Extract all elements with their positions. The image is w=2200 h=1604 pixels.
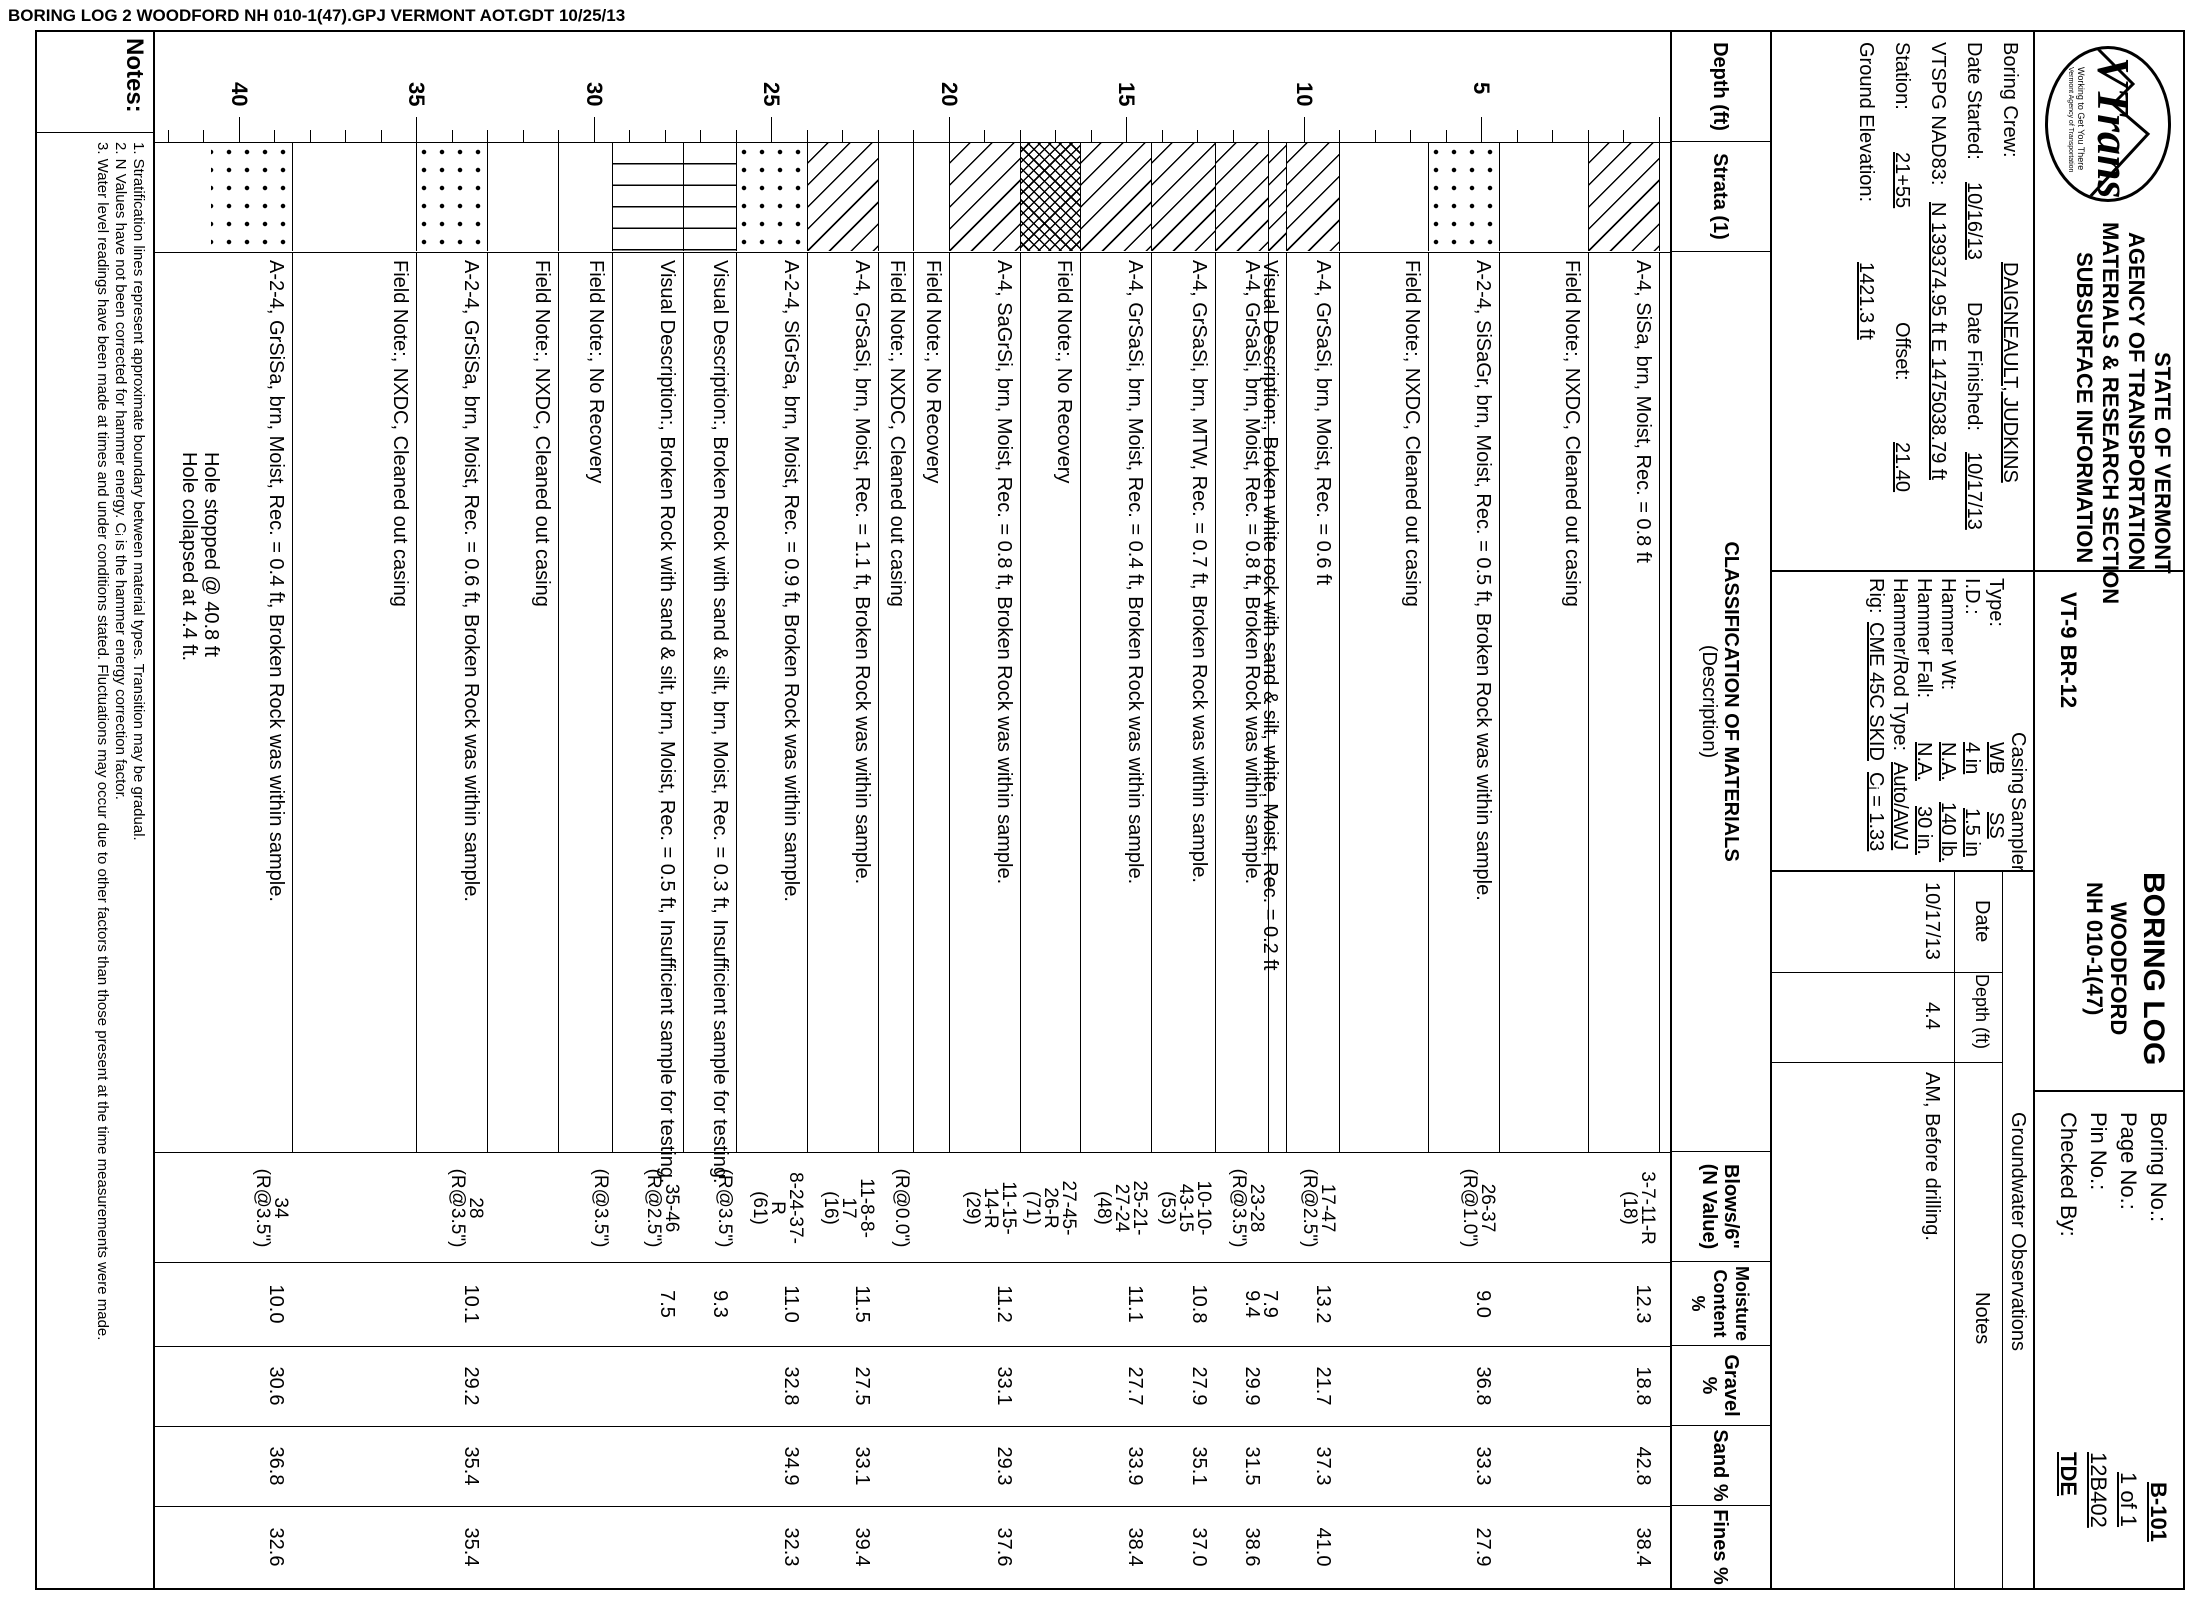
depth-tick <box>275 130 276 142</box>
classification-sub: (Description) <box>1698 644 1720 759</box>
row-description: A-4, GrSaSi, brn, Moist, Rec. = 0.8 ft, Broken Rock was within sample. <box>1241 260 1264 885</box>
vtspg-value: N 139374.95 ft E 1475038.79 ft <box>1927 202 1949 480</box>
row-moisture: 9.4 <box>1241 1290 1264 1318</box>
strata-hatch <box>1080 143 1152 251</box>
depth-tick <box>381 130 382 142</box>
row-description: Field Note:, NXDC, Cleaned out casing <box>1561 260 1583 607</box>
depth-tick <box>772 117 773 142</box>
station-value: 21+55 <box>1891 152 1913 209</box>
depth-tick <box>168 130 169 142</box>
gw-date: 10/17/13 <box>1921 882 1943 960</box>
id-casing: 4 in <box>1961 742 1983 775</box>
strata-blank <box>878 143 915 251</box>
row-fines: 32.3 <box>780 1527 802 1567</box>
boring-no-label: Boring No.: <box>2146 1112 2171 1223</box>
ci-value: Cᵢ = 1.33 <box>1865 772 1887 852</box>
strata-hatch <box>1215 143 1269 251</box>
row-sand: 33.1 <box>851 1446 873 1486</box>
sampler-head: Sampler <box>2007 797 2029 872</box>
rig-label: Rig: <box>1865 578 1887 614</box>
classification-title: CLASSIFICATION OF MATERIALS <box>1720 541 1742 862</box>
row-moisture: 10.0 <box>265 1284 288 1324</box>
title-line3: VT-9 BR-12 <box>2056 592 2081 709</box>
row-gravel: 27.7 <box>1124 1366 1147 1406</box>
row-fines: 38.4 <box>1632 1527 1654 1567</box>
gw-date-head: Date <box>1971 900 1993 943</box>
row-fines: 38.4 <box>1124 1527 1147 1567</box>
row-moisture: 10.1 <box>460 1284 483 1324</box>
note-3: 3. Water level readings have been made at times and under conditions stated. Fluctuations may occur due to other factors than those present at the time measurements were made. <box>94 142 111 1341</box>
type-sampler: SS <box>1985 812 2007 839</box>
type-label: Type: <box>1985 578 2007 627</box>
casing-head: Casing <box>2007 732 2029 795</box>
boring-number-box <box>2033 1092 2183 1588</box>
row-fines: 27.9 <box>1472 1527 1495 1567</box>
row-description: A-4, GrSaSi, brn, MTW, Rec. = 0.7 ft, Broken Rock was within sample. <box>1188 260 1211 883</box>
depth-tick <box>523 130 524 142</box>
rig-value: CME 45C SKID <box>1865 622 1887 761</box>
row-moisture: 9.0 <box>1472 1290 1495 1318</box>
groundwater-box <box>1772 872 2033 1588</box>
depth-tick <box>949 117 950 142</box>
strata-hatch <box>1151 143 1216 251</box>
depth-tick <box>985 130 986 142</box>
log-body <box>153 30 1670 1590</box>
gw-notes: AM, Before drilling. <box>1921 1072 1943 1241</box>
row-description: Visual Description:, Broken Rock with sand & silt, brn, Moist, Rec. = 0.5 ft, Insufficient sample for testing. <box>655 260 678 1184</box>
depth-tick <box>1304 117 1305 142</box>
depth-tick <box>1659 117 1660 142</box>
row-fines: 38.6 <box>1241 1527 1264 1567</box>
row-gravel: 27.9 <box>1188 1366 1211 1406</box>
depth-tick <box>807 130 808 142</box>
strata-hatch <box>1269 143 1288 251</box>
strata-dots <box>1428 143 1500 251</box>
row-description: Field Note:, NXDC, Cleaned out casing <box>531 260 554 607</box>
strata-hatch <box>1588 143 1660 251</box>
row-moisture: 11.1 <box>1124 1285 1147 1323</box>
depth-tick <box>665 130 666 142</box>
date-finished: 10/17/13 <box>1963 452 1985 530</box>
row-blows: 35-46 (R@2.5") <box>642 1168 682 1248</box>
depth-label: 25 <box>759 82 785 107</box>
depth-tick <box>1553 130 1554 142</box>
row-gravel: 30.6 <box>265 1366 288 1406</box>
depth-tick <box>1056 130 1057 142</box>
page-no: 1 of 1 <box>2116 1472 2141 1528</box>
col-classification-head <box>1670 252 1770 1152</box>
id-sampler: 1.5 in <box>1961 808 1983 857</box>
depth-tick <box>1517 130 1518 142</box>
row-sand: 34.9 <box>780 1446 802 1486</box>
row-description: Field Note:, No Recovery <box>1053 260 1076 484</box>
wt-casing: N.A. <box>1937 742 1959 781</box>
row-blows: (R@3.5") <box>714 1168 735 1248</box>
date-started: 10/16/13 <box>1963 182 1985 260</box>
depth-tick <box>1269 130 1270 142</box>
row-moisture: 11.0 <box>780 1285 802 1323</box>
row-blows: 3-7-11-R (18) <box>1619 1171 1658 1245</box>
depth-tick <box>1411 130 1412 142</box>
agency-line4: SUBSURFACE INFORMATION <box>2072 252 2097 564</box>
strata-hatch <box>1286 143 1340 251</box>
col-strata-head: Strata (1) <box>1670 142 1770 252</box>
notes-label: Notes: <box>121 38 148 113</box>
offset-label: Offset: <box>1891 322 1913 381</box>
row-fines: 37.6 <box>993 1527 1015 1567</box>
strata-blank <box>292 143 417 251</box>
gw-notes-head: Notes <box>1971 1292 1993 1345</box>
logo-tagline: Working to Get You There <box>2076 67 2086 171</box>
row-sand: 33.3 <box>1472 1446 1495 1486</box>
row-gravel: 29.9 <box>1241 1366 1264 1406</box>
row-blows: 28 (R@3.5") <box>447 1168 487 1248</box>
row-moisture: 13.2 <box>1312 1284 1335 1324</box>
row-sand: 31.5 <box>1241 1446 1264 1486</box>
row-description: Field Note:, NXDC, Cleaned out casing <box>886 260 909 607</box>
crew-label: Boring Crew: <box>1999 42 2021 158</box>
row-blows: 8-24-37- R (61) <box>749 1172 806 1244</box>
col-sand-head: Sand % <box>1670 1426 1770 1506</box>
header-block <box>1770 30 2185 1590</box>
depth-tick <box>914 130 915 142</box>
depth-tick <box>452 130 453 142</box>
row-fines: 37.0 <box>1188 1527 1211 1567</box>
depth-tick <box>1091 130 1092 142</box>
note-2: 2. N Values have not been corrected for hammer energy. Cᵢ is the hammer energy correction factor. <box>112 142 129 800</box>
depth-tick <box>1020 130 1021 142</box>
depth-tick <box>239 117 240 142</box>
row-description: A-4, SiSa, brn, Moist, Rec. = 0.8 ft <box>1632 260 1654 563</box>
row-description: Field Note:, No Recovery <box>584 260 607 484</box>
row-moisture: 11.5 <box>851 1285 873 1323</box>
pin-no-label: Pin No.: <box>2086 1112 2111 1191</box>
row-sand: 42.8 <box>1632 1446 1654 1486</box>
row-description: Field Note:, NXDC, Cleaned out casing <box>1401 260 1424 607</box>
date-finished-label: Date Finished: <box>1963 302 1985 431</box>
strata-dots <box>211 143 294 251</box>
rod-label: Hammer/Rod Type: <box>1889 578 1911 752</box>
crew-value: DAIGNEAULT, JUDKINS <box>1999 262 2021 483</box>
row-sand: 37.3 <box>1312 1446 1335 1486</box>
row-sand: 33.9 <box>1124 1446 1147 1486</box>
depth-tick <box>1588 130 1589 142</box>
groundwater-title: Groundwater Observations <box>2007 1112 2029 1352</box>
station-label: Station: <box>1891 42 1913 110</box>
row-gravel: 21.7 <box>1312 1366 1335 1406</box>
row-description: A-2-4, GrSiSa, brn, Moist, Rec. = 0.6 ft, Broken Rock was within sample. <box>460 260 483 902</box>
depth-tick <box>630 130 631 142</box>
site-info-box <box>1772 32 2033 572</box>
logo-text: VTrans <box>2088 57 2139 199</box>
vtspg-label: VTSPG NAD83: <box>1927 42 1949 186</box>
row-gravel: 18.8 <box>1632 1366 1654 1406</box>
depth-label: 20 <box>937 82 962 107</box>
row-sand: 35.4 <box>460 1446 483 1486</box>
hole-collapsed: Hole collapsed at 4.4 ft. <box>178 452 200 662</box>
pin-no: 12B402 <box>2086 1452 2111 1528</box>
row-description: A-2-4, SiGrSa, brn, Moist, Rec. = 0.9 ft, Broken Rock was within sample. <box>780 260 802 902</box>
ground-label: Ground Elevation: <box>1855 42 1877 203</box>
row-gravel: 32.8 <box>780 1366 802 1406</box>
fall-casing: N.A. <box>1913 742 1935 781</box>
row-description: A-2-4, SiSaGr, brn, Moist, Rec. = 0.5 ft, Broken Rock was within sample. <box>1472 260 1495 901</box>
date-started-label: Date Started: <box>1963 42 1985 160</box>
note-1: 1. Stratification lines represent approximate boundary between material types. Transition may be gradual. <box>130 142 147 841</box>
strata-blank <box>1499 143 1589 251</box>
strata-wave <box>683 143 737 251</box>
row-blows: 27-45- 26-R (71) <box>1022 1180 1080 1236</box>
row-blows: 34 (R@3.5") <box>252 1168 292 1248</box>
row-description: A-2-4, GrSiSa, brn, Moist, Rec. = 0.4 ft, Broken Rock was within sample. <box>265 260 288 902</box>
agency-box <box>2033 32 2183 605</box>
row-sand: 36.8 <box>265 1446 288 1486</box>
row-description: A-4, GrSaSi, brn, Moist, Rec. = 1.1 ft, Broken Rock was within sample. <box>851 260 873 885</box>
row-blows: (R@3.5") <box>589 1168 611 1248</box>
col-fines-head: Fines % <box>1709 1509 1731 1585</box>
checked-by: TDE <box>2056 1452 2081 1496</box>
depth-tick <box>417 117 418 142</box>
row-blows: 25-21- 27-24 (48) <box>1093 1180 1151 1236</box>
depth-label: 15 <box>1114 82 1140 107</box>
column-headings <box>1670 30 1770 1590</box>
row-description: Field Note:, No Recovery <box>922 260 944 484</box>
depth-tick <box>1162 130 1163 142</box>
depth-tick <box>1375 130 1376 142</box>
depth-label: 40 <box>227 82 252 107</box>
strata-blank <box>914 143 951 251</box>
id-label: I.D.: <box>1961 578 1983 615</box>
title-line1: WOODFORD <box>2106 902 2131 1036</box>
depth-tick <box>346 130 347 142</box>
depth-tick <box>1624 130 1625 142</box>
depth-label: 35 <box>404 82 430 107</box>
depth-tick <box>1127 117 1128 142</box>
row-blows: 10-10- 43-15 (53) <box>1157 1180 1215 1236</box>
wt-label: Hammer Wt: <box>1937 578 1959 691</box>
title-line2: NH 010-1(47) <box>2082 882 2107 1016</box>
row-description: Field Note:, NXDC, Cleaned out casing <box>389 260 412 607</box>
row-description: Visual Description:, Broken Rock with sand & silt, brn, Moist, Rec. = 0.3 ft, Insufficient sample for testing. <box>709 260 731 1184</box>
row-blows: 23-28 (R@3.5") <box>1228 1168 1268 1248</box>
strata-dots <box>417 143 489 251</box>
depth-tick <box>878 130 879 142</box>
vtrans-logo <box>2045 46 2171 202</box>
row-description: Visual Description:, Broken white rock with sand & silt, white, Moist, Rec. = 0.2 ft <box>1259 260 1282 971</box>
col-blows-head: Blows/6" (N Value) <box>1670 1152 1770 1262</box>
hole-stopped: Hole stopped @ 40.8 ft <box>200 452 222 657</box>
logo-sub: Vermont Agency of Transportation <box>2067 67 2074 173</box>
type-casing: WB <box>1985 742 2007 775</box>
fall-label: Hammer Fall: <box>1913 578 1935 699</box>
depth-tick <box>843 130 844 142</box>
rotated-sheet <box>35 30 2185 1590</box>
depth-tick <box>1233 130 1234 142</box>
row-sand: 35.1 <box>1188 1446 1211 1486</box>
rod-value: Auto/AWJ <box>1889 762 1911 851</box>
fall-sampler: 30 in. <box>1913 806 1935 855</box>
col-moisture-head: Moisture Content % <box>1670 1262 1770 1346</box>
depth-tick <box>1198 130 1199 142</box>
row-blows: 17-47 (R@2.5") <box>1299 1168 1339 1248</box>
row-gravel: 27.5 <box>851 1366 873 1406</box>
row-moisture: 9.3 <box>709 1290 731 1318</box>
depth-label: 30 <box>582 82 607 107</box>
row-moisture: 11.2 <box>993 1285 1015 1323</box>
depth-label: 10 <box>1292 82 1317 107</box>
notes-box <box>35 30 153 1590</box>
agency-line1: STATE OF VERMONT <box>2150 352 2175 574</box>
wt-sampler: 140 lb. <box>1937 802 1959 863</box>
checked-by-label: Checked By: <box>2056 1112 2081 1237</box>
row-fines: 39.4 <box>851 1527 873 1567</box>
agency-line3: MATERIALS & RESEARCH SECTION <box>2098 222 2123 605</box>
row-moisture: 10.8 <box>1188 1284 1211 1324</box>
depth-tick <box>310 130 311 142</box>
row-blows: 11-15- 14-R (29) <box>962 1181 1019 1235</box>
row-moisture: 7.5 <box>655 1290 678 1318</box>
depth-tick <box>1340 130 1341 142</box>
col-depth-head: Depth (ft) <box>1670 32 1770 142</box>
row-blows: 11-8-8- 17 (16) <box>820 1178 877 1238</box>
row-sand: 29.3 <box>993 1446 1015 1486</box>
row-description: A-4, GrSaSi, brn, Moist, Rec. = 0.6 ft <box>1312 260 1335 586</box>
strata-blank <box>488 143 560 251</box>
row-fines: 41.0 <box>1312 1527 1335 1567</box>
depth-tick <box>1482 117 1483 142</box>
file-header: BORING LOG 2 WOODFORD NH 010-1(47).GPJ VERMONT AOT.GDT 10/25/13 <box>8 6 626 25</box>
row-blows: (R@0.0") <box>891 1168 913 1248</box>
strata-hatch <box>949 143 1021 251</box>
depth-tick <box>701 130 702 142</box>
depth-tick <box>736 130 737 142</box>
equipment-box <box>1772 572 2033 872</box>
strata-cross <box>1020 143 1081 251</box>
strata-blank <box>559 143 613 251</box>
offset-value: 21.40 <box>1891 442 1913 493</box>
agency-line2: AGENCY OF TRANSPORTATION <box>2124 232 2149 571</box>
row-gravel: 33.1 <box>993 1366 1015 1406</box>
depth-tick <box>559 130 560 142</box>
depth-tick <box>594 117 595 142</box>
boring-no: B-101 <box>2146 1482 2171 1542</box>
col-gravel-head: Gravel % <box>1670 1346 1770 1426</box>
title-box <box>2033 572 2183 1092</box>
ground-value: 1421.3 ft <box>1855 262 1877 340</box>
gw-depth-head: Depth (ft) <box>1972 974 1992 1050</box>
depth-tick <box>1446 130 1447 142</box>
strata-dots <box>736 143 808 251</box>
strata-blank <box>1340 143 1430 251</box>
row-blows: 26-37 (R@1.0") <box>1459 1168 1499 1248</box>
gw-depth: 4.4 <box>1921 1002 1943 1030</box>
page-no-label: Page No.: <box>2116 1112 2141 1210</box>
row-description: A-4, SaGrSi, brn, Moist, Rec. = 0.8 ft, Broken Rock was within sample. <box>993 260 1015 885</box>
strata-wave <box>612 143 684 251</box>
strata-hatch <box>807 143 879 251</box>
depth-label: 5 <box>1469 82 1495 95</box>
depth-tick <box>204 130 205 142</box>
row-moisture: 7.9 <box>1259 1290 1282 1318</box>
row-gravel: 29.2 <box>460 1366 483 1406</box>
row-fines: 32.6 <box>265 1527 288 1567</box>
row-fines: 35.4 <box>460 1527 483 1567</box>
row-gravel: 36.8 <box>1472 1366 1495 1406</box>
row-description: A-4, GrSaSi, brn, Moist, Rec. = 0.4 ft, Broken Rock was within sample. <box>1124 260 1147 885</box>
title-main: BORING LOG <box>2137 872 2170 1066</box>
row-moisture: 12.3 <box>1632 1284 1654 1324</box>
depth-tick <box>488 130 489 142</box>
